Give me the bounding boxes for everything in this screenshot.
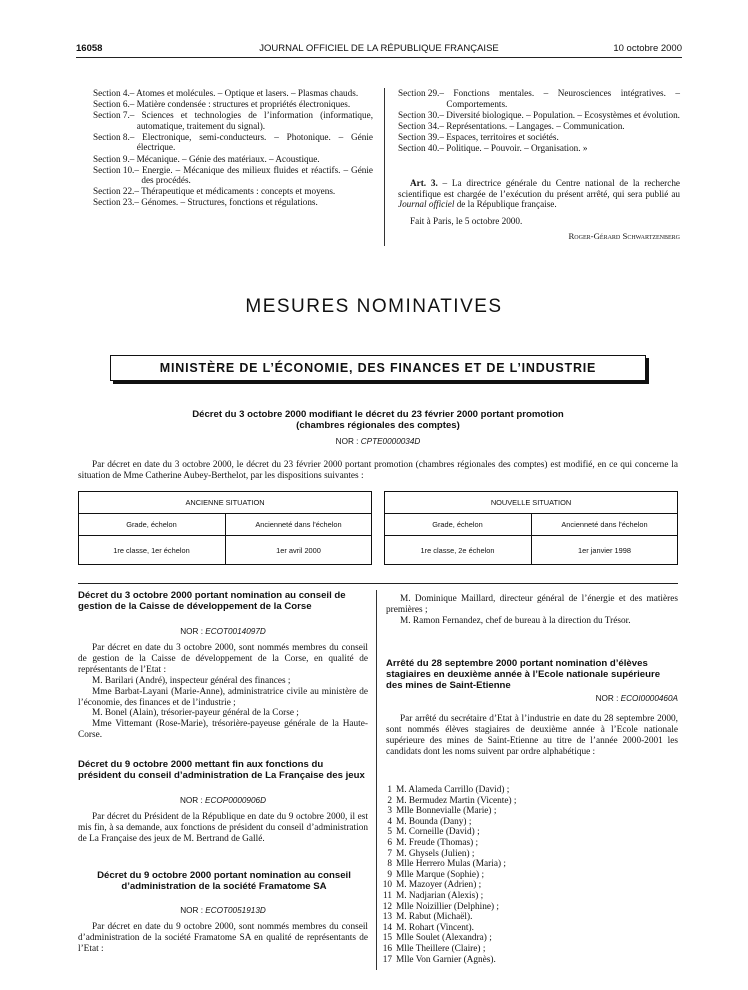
decree-1-nor — [80, 437, 676, 446]
section-entry — [93, 186, 373, 197]
section-text: – Mécanique. – Génie des matériaux. – Acoustique. — [129, 153, 320, 164]
students-list — [382, 785, 674, 965]
section-entry — [398, 143, 680, 154]
decree-2-paragraph: M. Bonel (Alain), trésorier-payeur général de la Corse ; — [92, 708, 299, 719]
student-name: M. Rohart (Vincent). — [396, 922, 474, 933]
nor-code: ECOT0014097D — [205, 627, 266, 636]
student-entry — [382, 955, 674, 966]
col-header: Ancienneté dans l’échelon — [255, 519, 342, 529]
section-label: Section 23. — [93, 197, 135, 208]
mesures-nominatives-title: MESURES NOMINATIVES — [245, 296, 503, 317]
sections-list-right — [398, 88, 680, 154]
nor-label: NOR : — [335, 437, 361, 446]
section-text: – Génomes. – Structures, fonctions et régulations. — [134, 197, 318, 208]
section-entry — [93, 132, 373, 153]
signature: Roger-Gérard Schwartzenberg — [568, 231, 680, 242]
section-label: Section 29. — [398, 88, 440, 98]
section-entry — [398, 88, 680, 109]
student-name: M. Nadjarian (Alexis) ; — [396, 890, 484, 901]
section-text: – Atomes et molécules. – Optique et lasers. – Plasmas chauds. — [129, 88, 359, 98]
decree-2-paragraph: Mme Vittemant (Rose-Marie), trésorière-payeuse générale de la Haute-Corse. — [78, 719, 368, 741]
table-cell: 1er janvier 1998 — [577, 545, 631, 555]
col-header: Grade, échelon — [126, 519, 177, 529]
student-entry — [382, 849, 674, 860]
student-name: M. Ghysels (Julien) ; — [396, 848, 475, 859]
arrete-body — [386, 714, 678, 758]
student-name: M. Freude (Thomas) ; — [396, 837, 479, 848]
nor-label: NOR : — [179, 796, 206, 805]
table-cell: 1er avril 2000 — [276, 545, 321, 555]
section-label: Section 39. — [398, 131, 440, 142]
section-text: – Energie. – Mécanique des milieux fluides et réactifs. – Génie des procédés. — [134, 164, 373, 186]
header-rule — [76, 57, 682, 58]
section-entry — [398, 132, 680, 143]
section-label: Section 9. — [93, 153, 130, 164]
student-number: 5 — [387, 827, 392, 838]
student-name: Mlle Bonnevialle (Marie) ; — [396, 806, 497, 817]
group-header-new: NOUVELLE SITUATION — [490, 497, 572, 507]
student-entry — [382, 859, 674, 870]
section-text: – Espaces, territoires et sociétés. — [439, 131, 559, 142]
issue-date: 10 octobre 2000 — [613, 43, 682, 54]
student-entry — [382, 880, 674, 891]
student-name: M. Bermudez Martin (Vicente) ; — [396, 795, 517, 806]
arrete-title: Arrêté du 28 septembre 2000 portant nomination d’élèves stagiaires en deuxième année à l’Ecole nationale supérieure des mines de Saint-Etienne — [386, 658, 661, 691]
section-text: – Représentations. – Langages. – Communication. — [439, 120, 625, 131]
decree-2-title: Décret du 3 octobre 2000 portant nomination au conseil de gestion de la Caisse de développement de la Corse — [78, 590, 346, 612]
student-name: Mlle Soulet (Alexandra) ; — [396, 933, 492, 944]
student-name: M. Alameda Carrillo (David) ; — [396, 785, 510, 795]
section-entry — [93, 99, 373, 110]
decree-4-continued-paragraph: M. Ramon Fernandez, chef de bureau à la direction du Trésor. — [400, 615, 631, 626]
section-rule — [78, 583, 678, 584]
journal-title: JOURNAL OFFICIEL DE LA RÉPUBLIQUE FRANÇAISE — [259, 43, 499, 54]
section-text: – Matière condensée : structures et propriétés électroniques. — [129, 99, 351, 110]
section-entry — [398, 121, 680, 132]
article-label: Art. 3. — [410, 178, 438, 188]
nor-label: NOR : — [595, 694, 621, 703]
section-entry — [398, 110, 680, 121]
section-label: Section 8. — [93, 131, 130, 142]
section-label: Section 4. — [93, 88, 130, 98]
decree-1-title-line1: Décret du 3 octobre 2000 modifiant le décret du 23 février 2000 portant promotion — [192, 409, 564, 420]
decree-4-continued-paragraph: M. Dominique Maillard, directeur général de l’énergie et des matières premières ; — [386, 594, 678, 615]
nor-label: NOR : — [180, 627, 206, 636]
student-name: M. Mazoyer (Adrien) ; — [396, 880, 482, 891]
nor-code: ECOT0051913D — [205, 906, 266, 915]
student-number: 6 — [387, 837, 392, 848]
section-label: Section 7. — [93, 110, 130, 121]
decree-2-body — [78, 643, 368, 741]
decree-4-continued — [386, 594, 678, 627]
section-entry — [93, 197, 373, 208]
section-text: – Politique. – Pouvoir. – Organisation. » — [439, 142, 588, 153]
column-divider — [384, 88, 385, 246]
article-text-end: de la République française. — [454, 199, 557, 210]
section-label: Section 6. — [93, 99, 130, 110]
section-entry — [93, 165, 373, 186]
student-entry — [382, 827, 674, 838]
decree-1-title — [80, 409, 676, 431]
student-number: 2 — [387, 795, 392, 806]
decree-2-paragraph: Par décret en date du 3 octobre 2000, sont nommés membres du conseil de gestion de la Caisse de développement de la Corse, en qualité de représentants de l’Etat : — [78, 643, 368, 675]
student-entry — [382, 912, 674, 923]
nor-code: ECOI0000460A — [620, 694, 678, 703]
col-header: Ancienneté dans l’échelon — [561, 519, 648, 529]
nor-code: CPTE0000034D — [360, 437, 421, 446]
col-header: Grade, échelon — [432, 519, 483, 529]
decree-4-paragraph: Par décret en date du 9 octobre 2000, sont nommés membres du conseil d’administration de la société Framatome SA en qualité de représentants de l’Etat : — [78, 922, 368, 954]
decree-1-paragraph: Par décret en date du 3 octobre 2000, le décret du 23 février 2000 portant promotion (chambres régionales des comptes) est modifié, en ce qui concerne la situation de Mme Catherine Aubey-Berthelot, par les dispositions suivantes : — [78, 460, 678, 481]
section-label: Section 10. — [93, 164, 135, 175]
article-3 — [398, 178, 680, 242]
arrete-paragraph: Par arrêté du secrétaire d’Etat à l’industrie en date du 28 septembre 2000, sont nommés élèves stagiaires de deuxième année à l’Ecole nationale supérieure des mines de Saint-Etienne au titre de l’année 2000-2001 les candidats dont les noms suivent par ordre alphabétique : — [386, 714, 678, 757]
decree-4-title: Décret du 9 octobre 2000 portant nomination au conseil d’administration de la société Framatome SA — [97, 870, 351, 892]
decree-2-paragraph: M. Barilari (André), inspecteur général des finances ; — [92, 675, 291, 686]
student-entry — [382, 817, 674, 828]
student-number: 11 — [383, 890, 392, 901]
student-name: M. Rabut (Michaël). — [396, 912, 473, 923]
student-entry — [382, 796, 674, 807]
group-header-old: ANCIENNE SITUATION — [185, 497, 265, 507]
nor-label: NOR : — [180, 906, 206, 915]
decree-3-paragraph: Par décret du Président de la République en date du 9 octobre 2000, il est mis fin, à sa demande, aux fonctions de président du conseil d’administration de La Française des jeux de M. Bertrand de Gallé. — [78, 812, 368, 844]
section-label: Section 40. — [398, 142, 440, 153]
section-label: Section 22. — [93, 186, 135, 197]
student-number: 3 — [387, 806, 392, 817]
student-entry — [382, 933, 674, 944]
decree-1-title-line2: (chambres régionales des comptes) — [296, 420, 460, 431]
student-name: Mlle Marque (Sophie) ; — [396, 869, 485, 880]
table-cell: 1re classe, 2e échelon — [420, 545, 495, 555]
table-cell: 1re classe, 1er échelon — [113, 545, 190, 555]
article-journal-ref: Journal officiel — [398, 199, 455, 210]
section-text: – Electronique, semi-conducteurs. – Photonique. – Génie électrique. — [129, 131, 373, 153]
student-name: Mlle Herrero Mulas (Maria) ; — [396, 859, 506, 870]
student-number: 15 — [382, 933, 392, 944]
student-entry — [382, 891, 674, 902]
student-number: 17 — [382, 954, 392, 965]
decree-3-nor — [78, 796, 368, 805]
student-number: 8 — [387, 859, 392, 870]
situation-table — [78, 491, 678, 565]
student-entry — [382, 944, 674, 955]
student-number: 9 — [387, 869, 392, 880]
student-entry — [382, 785, 674, 796]
arrete-nor — [386, 694, 678, 703]
section-label: Section 30. — [398, 109, 440, 120]
student-number: 14 — [382, 922, 392, 933]
decree-1-body — [78, 460, 678, 482]
student-name: M. Corneille (David) ; — [396, 827, 480, 838]
column-divider — [376, 590, 377, 970]
student-entry — [382, 923, 674, 934]
article-text: – La directrice générale du Centre national de la recherche scientifique est chargée de l’exécution du présent arrêté, qui sera publié au — [398, 178, 680, 199]
section-text: – Diversité biologique. – Population. – Ecosystèmes et évolution. — [439, 109, 680, 120]
ministry-banner: MINISTÈRE DE L’ÉCONOMIE, DES FINANCES ET DE L’INDUSTRIE — [110, 355, 646, 381]
done-at: Fait à Paris, le 5 octobre 2000. — [410, 215, 523, 226]
student-number: 16 — [382, 943, 392, 954]
student-name: Mlle Theillere (Claire) ; — [396, 943, 486, 954]
section-entry — [93, 88, 373, 99]
student-entry — [382, 806, 674, 817]
student-entry — [382, 838, 674, 849]
decree-2-paragraph: Mme Barbat-Layani (Marie-Anne), administratrice civile au ministère de l’économie, des finances et de l’industrie ; — [78, 686, 368, 708]
student-entry — [382, 902, 674, 913]
student-name: Mlle Noizillier (Delphine) ; — [396, 901, 500, 912]
page-header — [76, 43, 682, 57]
section-entry — [93, 110, 373, 131]
decree-4-body — [78, 922, 368, 955]
decree-2-nor — [78, 627, 368, 636]
nor-code: ECOP0000906D — [205, 796, 267, 805]
student-number: 4 — [387, 816, 392, 827]
student-name: Mlle Von Garnier (Agnès). — [396, 954, 496, 965]
student-number: 1 — [387, 785, 392, 795]
student-number: 13 — [382, 912, 392, 923]
section-entry — [93, 154, 373, 165]
page-number: 16058 — [76, 43, 103, 54]
student-number: 12 — [382, 901, 392, 912]
section-text: – Thérapeutique et médicaments : concepts et moyens. — [134, 186, 336, 197]
student-number: 10 — [382, 880, 392, 891]
sections-list-left — [93, 88, 373, 209]
section-text: – Fonctions mentales. – Neurosciences intégratives. – Comportements. — [439, 88, 680, 109]
decree-4-nor — [78, 906, 368, 915]
decree-3-body — [78, 812, 368, 845]
decree-3-title: Décret du 9 octobre 2000 mettant fin aux fonctions du président du conseil d’administration de La Française des jeux — [78, 759, 365, 781]
section-label: Section 34. — [398, 120, 440, 131]
student-entry — [382, 870, 674, 881]
section-text: – Sciences et technologies de l’information (informatique, automatique, traitement du signal). — [129, 110, 373, 131]
student-number: 7 — [387, 848, 392, 859]
student-name: M. Bounda (Dany) ; — [396, 816, 472, 827]
